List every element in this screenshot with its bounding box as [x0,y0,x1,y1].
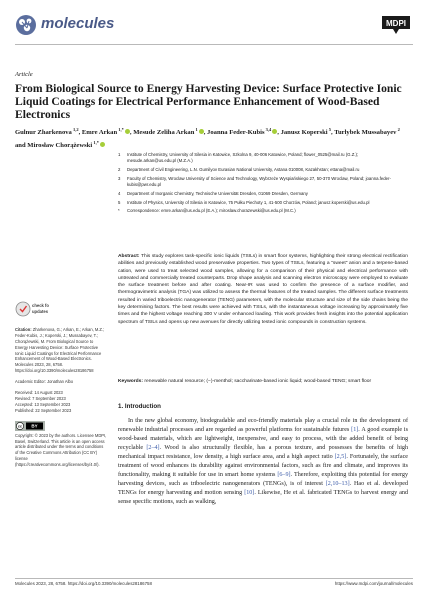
article-sidebar [15,298,107,468]
body-paragraph: In the new global economy, biodegradable and eco-friendly materials play a crucial role in the development of renewable industrial processes and are regarded as powerful platforms for sustainable futures [1]. A good example is wood-based materials, which are lightweight, inexpensive, and easy to process, with the added benefit of being recyclable [2–4]. Wood is also structurally flexible, has a porous texture, and possesses the benefits of high mechanical impact resistance, low density, a high surface area, and a high aspect ratio [2,5]. Fortunately, the surface treatment of wood enhances its durability against environmental factors, such as fire and climate, and improves its functionality, making it suitable for use in smart home systems [6–9]. Therefore, exploiting this potential for energy harvesting devices, such as triboelectric nanogenerators (TENGs), is of interest [2,10–13]. Hao et al. developed TENGs for energy harvesting and motion sensing [10]. Likewise, He et al. fabricated TENGs to harvest energy and sense specific motions, such as walking, [118,418,408,505]
author-affiliation-marker: 1,* [117,127,124,132]
citation-link[interactable]: [2–4] [146,444,160,451]
citation-link[interactable]: [10] [244,489,255,496]
author-separator: and [15,141,28,149]
affiliation-text: Department of Civil Engineering, L.N. Gumilyov Eurasian National University, Astana 010008, Kazakhstan; ettana@mail.ru [127,167,360,172]
check-for-updates-icon[interactable] [15,298,49,320]
affiliation-text: Institute of Chemistry, University of Silesia in Katowice, Szkolna 9, 40-006 Katowice, Poland; flower_0525@mail.ru (G.Z.); mesude.arkan@us.edu.pl (M.Z.A.) [127,152,359,164]
affiliation-item [118,191,408,197]
affiliation-item [118,152,408,164]
accepted-date: Accepted: 13 September 2023 [15,401,71,407]
header-rule [15,44,413,45]
keywords-text: renewable natural resource; (−)-menthol; saccharinate-based ionic liquid; wood-based TENG; smart floor [144,379,372,384]
journal-header [15,13,413,37]
orcid-icon[interactable] [100,142,105,147]
footer-citation[interactable]: Molecules 2023, 28, 6758. https://doi.org/10.3390/molecules28186758 [15,581,152,586]
affiliation-text: Faculty of Chemistry, Wroclaw University of Science and Technology, Wybrzeże Wyspiańskiego 27, 50-370 Wroclaw, Poland; joanna.feder-kubis@pwr.edu.pl [127,175,391,187]
affiliation-number: 5 [118,199,121,205]
affiliation-number: 4 [118,190,121,196]
affiliation-text: Correspondence: emre.arkan@us.edu.pl (E.A.); miroslaw.chorazewski@us.edu.pl (M.C.) [127,208,296,214]
affiliation-number: 3 [118,175,121,181]
svg-text:check for: check for [32,303,49,308]
academic-editor: Academic Editor: Jonathan Albo [15,379,74,385]
author-affiliation-marker: 3,4 [264,127,272,132]
author-separator: , [277,129,281,137]
author-name: Mirosław Chorążewski [27,141,93,149]
author-separator: , [331,129,335,137]
author-name: Emre Arkan [81,129,118,137]
abstract-text: This study explores task-specific ionic liquids (TSILs) in smart floor systems, highlighting their strong electrical rectification abilities and previously established wood preservative properties. Two types of TSILs, featuring a "sweet" anion and a terpene-based cation, were used to treat selected wood samples, allowing for a comparison of their physical and electrical performance with untreated and commercially treated counterparts. Drop shape analysis and scanning electron microscopy were employed to evaluate the surface treatment before and after coating. Near-IR was used to confirm the presence of a surface modifier, and thermogravimetric analysis (TGA) was utilized to assess the thermal features of the treated samples. The different surface treatments resulted in varied triboelectric nanogenerator (TENG) parameters, with the molecular structure and size of the side chains being the key determining factors. The best results were achieved with TSILs, with the instantaneous voltage increasing by approximately five times and the highest voltage reaching 300 V under enhanced loading. This work provides fresh insights into the potential application spectrum of TSILs and opens up new avenues for directly utilizing tested ionic compounds in construction systems. [118,254,408,325]
author-affiliation-marker: 1,2 [71,127,79,132]
author-name: Joanna Feder-Kubis [207,129,265,137]
cc-by-license-icon[interactable] [15,421,45,431]
keywords-label: Keywords: [118,379,144,384]
author-separator: , [78,129,82,137]
license-text: Copyright: © 2023 by the authors. Licensee MDPI, Basel, Switzerland. This article is an open access article distributed under the terms and conditions of the Creative Commons Attribution (CC BY) license (https://creativecommons.org/licenses/by/4.0/). [15,432,107,468]
abstract [118,253,408,326]
author-affiliation-marker: 2 [396,127,400,132]
molecules-logo-icon [15,14,37,36]
article-type: Article [15,71,33,78]
author-separator: , [203,129,208,137]
author-affiliation-marker: 1,* [92,139,99,145]
affiliations [118,152,408,217]
author-name: Mesude Zeliha Arkan [133,129,195,137]
author-separator: , [129,129,134,137]
affiliation-number: * [118,208,120,214]
author-name: Gulnur Zharkenova [15,129,72,137]
affiliation-item [118,167,408,173]
citation-link[interactable]: [2,10–13] [325,480,350,487]
svg-text:cc: cc [18,424,22,429]
revised-date: Revised: 7 September 2023 [15,395,66,401]
author-name: Janusz Koperski [280,129,328,137]
citation-link[interactable]: [2,5] [334,453,347,460]
author-affiliation-marker: 1 [194,127,198,132]
published-date: Published: 22 September 2023 [15,407,72,413]
affiliation-text: Institute of Physics, University of Silesia in Katowice, 75 Pułku Piechoty 1, 41-500 Chorzów, Poland; janusz.koperski@us.edu.pl [127,199,370,205]
affiliation-number: 1 [118,152,121,157]
citation-label: Citation: [15,326,32,332]
affiliation-item [118,200,408,206]
citation-block [15,327,107,374]
affiliation-number: 2 [118,167,121,172]
keywords [118,378,408,385]
mdpi-label: MDPI [386,19,406,28]
citation-text: Zharkenova, G.; Arkan, E.; Arkan, M.Z.; Feder-Kubis, J.; Koperski, J.; Mussabayev, T.; Chorążewski, M. From Biological Source to Energy Harvesting Device: Surface Protective Ionic Liquid Coatings for Electrical Performance Enhancement of Wood-Based Electronics. Molecules 2023, 28, 6758. https://doi.org/10.3390/molecules28186758 [15,326,105,374]
author-list [15,125,407,150]
svg-text:BY: BY [31,423,38,429]
citation-link[interactable]: [1] [351,426,359,433]
footer-journal-link[interactable]: https://www.mdpi.com/journal/molecules [334,581,413,586]
mdpi-logo[interactable] [379,14,413,36]
author-affiliation-marker: 5 [327,127,332,132]
citation-link[interactable]: [6–9] [277,471,291,478]
affiliation-text: Department of Inorganic Chemistry, Technische Universität Dresden, 01069 Dresden, Germany [127,190,308,196]
footer-rule [15,578,413,579]
journal-name[interactable]: molecules [41,15,115,32]
affiliation-item [118,176,408,188]
received-date: Received: 14 August 2023 [15,390,63,396]
section-heading: 1. Introduction [118,403,161,410]
affiliation-item [118,208,408,214]
author-name: Turlybek Mussabayev [334,129,397,137]
svg-text:updates: updates [32,309,49,314]
abstract-label: Abstract: [118,254,140,259]
article-title: From Biological Source to Energy Harvesting Device: Surface Protective Ionic Liquid Coatings for Electrical Performance Enhancement of Wood-Based Electronics [15,82,402,122]
